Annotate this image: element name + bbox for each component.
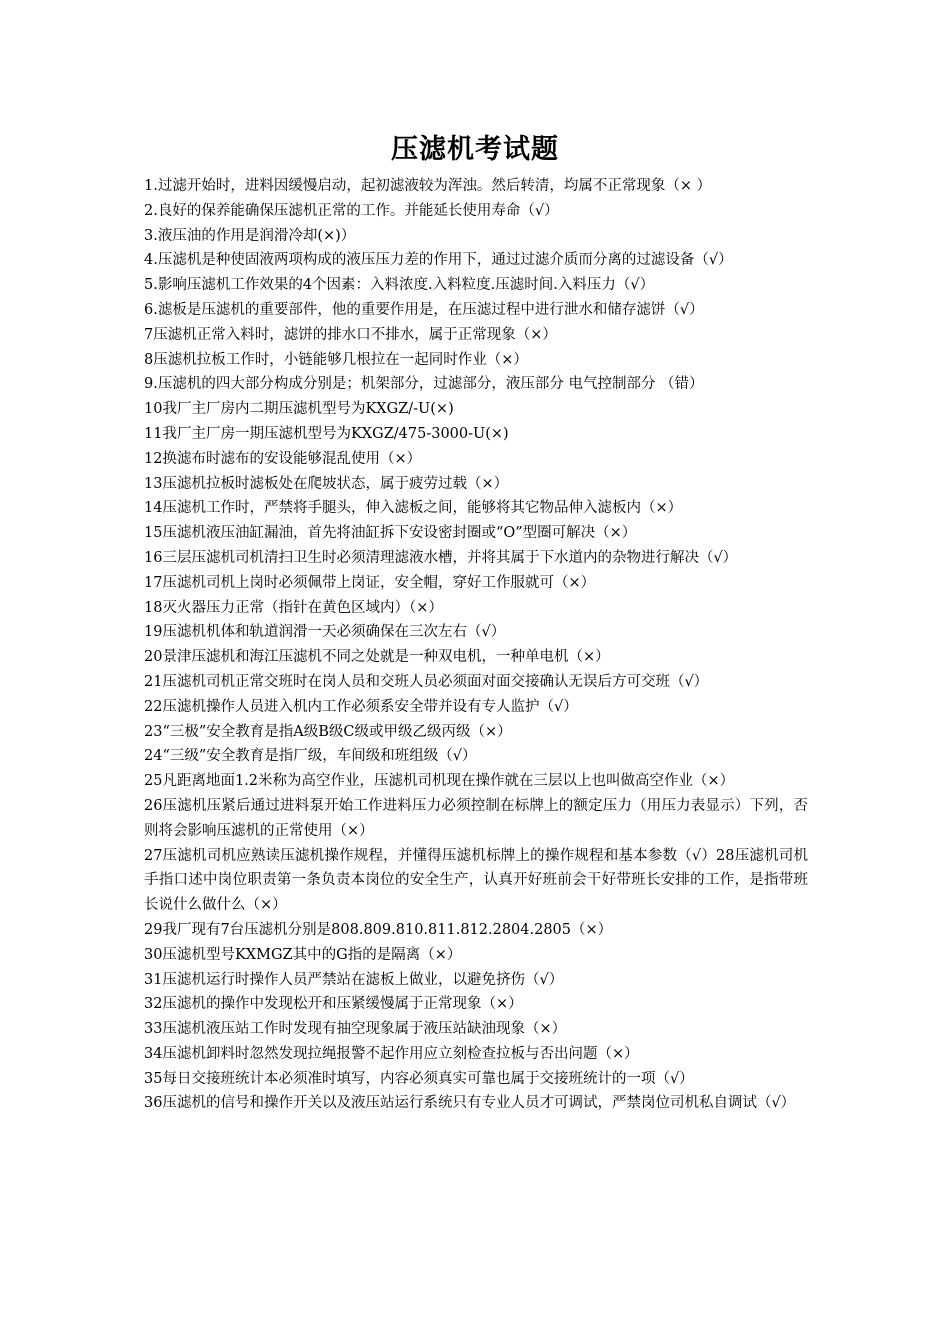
question-item: 22压滤机操作人员进入机内工作必须系安全带并设有专人监护（√）	[144, 698, 578, 715]
question-item: 16三层压滤机司机清扫卫生时必须清理滤液水槽，并将其属于下水道内的杂物进行解决（√）	[144, 549, 738, 566]
question-item: 34压滤机卸料时忽然发现拉绳报警不起作用应立刻检查拉板与否出问题（×）	[144, 1045, 639, 1062]
question-item: 25凡距离地面1.2米称为高空作业，压滤机司机现在操作就在三层以上也叫做高空作业（×）	[144, 773, 735, 790]
question-item: 27压滤机司机应熟读压滤机操作规程，并懂得压滤机标牌上的操作规程和基本参数（√）28压滤机司机手指口述中岗位职责第一条负责本岗位的安全生产，认真开好班前会干好带班长安排的工作，是指带班长说什么做什么（×）	[144, 847, 808, 914]
question-item: 14压滤机工作时，严禁将手腿头，伸入滤板之间，能够将其它物品伸入滤板内（×）	[144, 500, 683, 517]
question-item: 18灭火器压力正常（指针在黄色区域内）（×）	[144, 599, 443, 616]
question-item: 9.压滤机的四大部分构成分别是；机架部分，过滤部分，液压部分 电气控制部分 （错）	[144, 376, 704, 393]
question-item: 3.液压油的作用是润滑冷却(×)）	[144, 227, 356, 244]
question-item: 31压滤机运行时操作人员严禁站在滤板上做业，以避免挤伤（√）	[144, 971, 564, 988]
question-item: 30压滤机型号KXMGZ其中的G指的是隔离（×）	[144, 946, 462, 963]
page-title: 压滤机考试题	[391, 134, 559, 165]
question-item: 17压滤机司机上岗时必须佩带上岗证，安全帽，穿好工作服就可（×）	[144, 574, 596, 591]
question-item: 24“三级”安全教育是指厂级，车间级和班组级（√）	[144, 748, 477, 765]
question-item: 10我厂主厂房内二期压滤机型号为KXGZ/-U(×)	[144, 401, 454, 418]
question-item: 6.滤板是压滤机的重要部件，他的重要作用是，在压滤过程中进行泄水和储存滤饼（√）	[144, 301, 704, 318]
question-list	[144, 174, 808, 1116]
question-item: 36压滤机的信号和操作开关以及液压站运行系统只有专业人员才可调试，严禁岗位司机私自调试（√）	[144, 1095, 796, 1112]
question-item: 32压滤机的操作中发现松开和压紧缓慢属于正常现象（×）	[144, 996, 523, 1013]
question-item: 15压滤机液压油缸漏油，首先将油缸拆下安设密封圈或“O”型圈可解决（×）	[144, 525, 637, 542]
question-item: 2.良好的保养能确保压滤机正常的工作。并能延长使用寿命（√）	[144, 202, 559, 219]
question-item: 26压滤机压紧后通过进料泵开始工作进料压力必须控制在标牌上的额定压力（用压力表显示）下列，否则将会影响压滤机的正常使用（×）	[144, 797, 808, 839]
question-item: 29我厂现有7台压滤机分别是808.809.810.811.812.2804.2805（×）	[144, 921, 613, 938]
question-item: 1.过滤开始时，进料因缓慢启动，起初滤液较为浑浊。然后转清，均属不正常现象（× ）	[144, 178, 712, 194]
question-item: 5.影响压滤机工作效果的4个因素：入料浓度.入料粒度.压滤时间.入料压力（√）	[144, 277, 655, 294]
question-item: 4.压滤机是种使固液两项构成的液压压力差的作用下，通过过滤介质而分离的过滤设备（√）	[144, 252, 733, 269]
question-item: 21压滤机司机正常交班时在岗人员和交班人员必须面对面交接确认无误后方可交班（√）	[144, 673, 709, 690]
question-item: 35每日交接班统计本必须准时填写，内容必须真实可靠也属于交接班统计的一项（√）	[144, 1070, 694, 1087]
question-item: 33压滤机液压站工作时发现有抽空现象属于液压站缺油现象（×）	[144, 1021, 567, 1038]
question-item: 8压滤机拉板工作时，小链能够几根拉在一起同时作业（×）	[144, 351, 528, 368]
question-item: 20景津压滤机和海江压滤机不同之处就是一种双电机，一种单电机（×）	[144, 649, 610, 666]
question-item: 13压滤机拉板时滤板处在爬坡状态，属于疲劳过载（×）	[144, 475, 509, 492]
question-item: 11我厂主厂房一期压滤机型号为KXGZ/475-3000-U(×)	[144, 425, 509, 442]
question-item: 7压滤机正常入料时，滤饼的排水口不排水，属于正常现象（×）	[144, 326, 557, 343]
question-item: 12换滤布时滤布的安设能够混乱使用（×）	[144, 450, 422, 467]
question-item: 23“三极”安全教育是指A级B级C级或甲级乙级丙级（×）	[144, 723, 512, 740]
question-item: 19压滤机机体和轨道润滑一天必须确保在三次左右（√）	[144, 624, 506, 641]
